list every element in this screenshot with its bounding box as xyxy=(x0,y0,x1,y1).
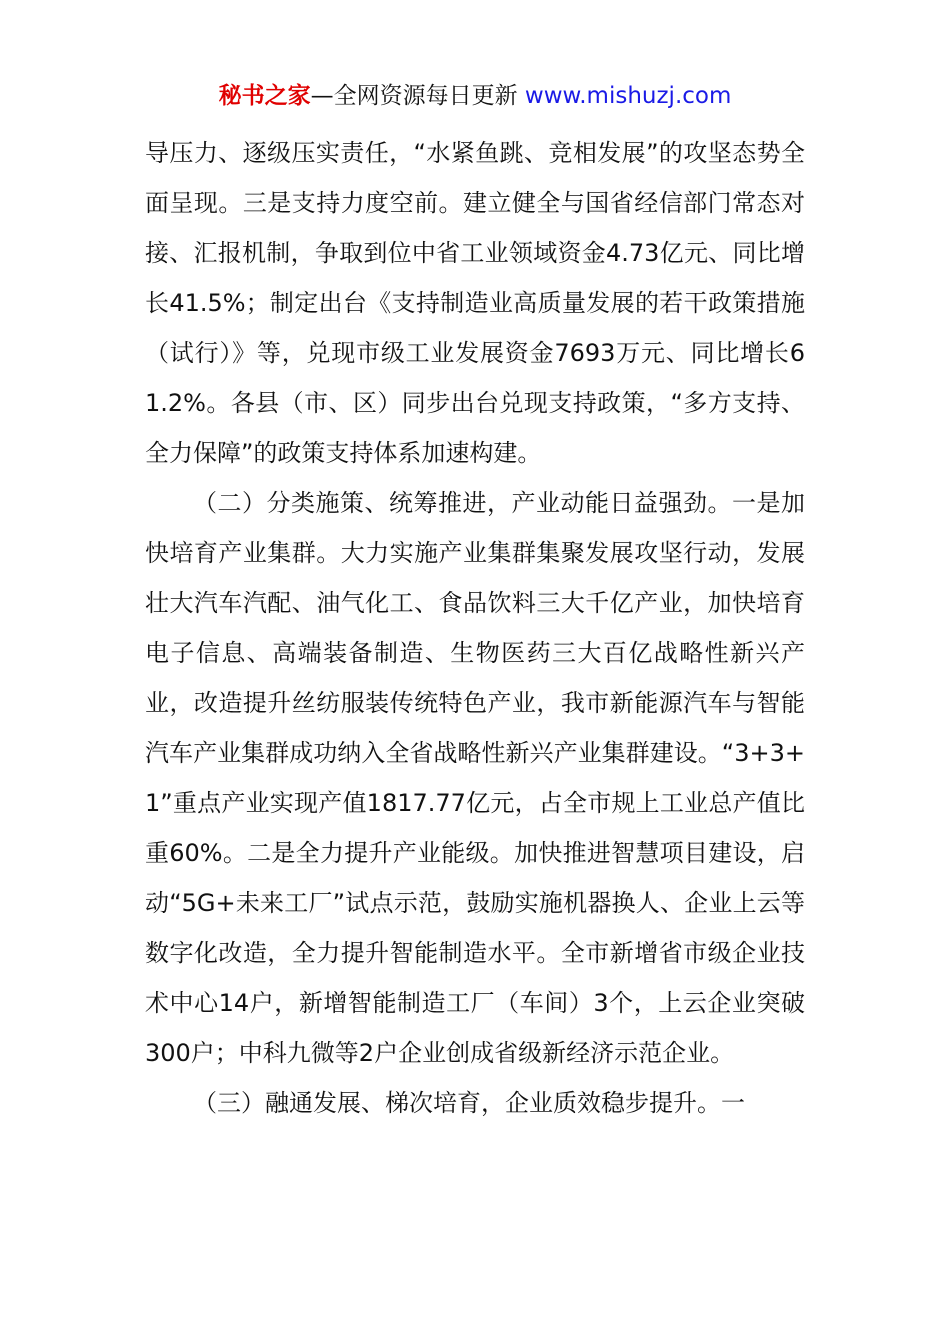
site-url-link[interactable]: www.mishuzj.com xyxy=(524,83,732,109)
document-body xyxy=(145,128,805,1128)
site-brand: 秘书之家 xyxy=(218,83,311,109)
site-header xyxy=(0,80,950,112)
paragraph-continued: 导压力、逐级压实责任，“水紧鱼跳、竞相发展”的攻坚态势全面呈现。三是支持力度空前。建立健全与国省经信部门常态对接、汇报机制，争取到位中省工业领域资金4.73亿元、同比增长41.5%；制定出台《支持制造业高质量发展的若干政策措施（试行）》等，兑现市级工业发展资金7693万元、同比增长61.2%。各县（市、区）同步出台兑现支持政策，“多方支持、全力保障”的政策支持体系加速构建。 xyxy=(145,139,805,467)
site-tagline: —全网资源每日更新 xyxy=(310,83,518,109)
paragraph-section-3: （三）融通发展、梯次培育，企业质效稳步提升。一 xyxy=(193,1089,745,1117)
paragraph-section-2: （二）分类施策、统筹推进，产业动能日益强劲。一是加快培育产业集群。大力实施产业集群集聚发展攻坚行动，发展壮大汽车汽配、油气化工、食品饮料三大千亿产业，加快培育电子信息、高端装备制造、生物医药三大百亿战略性新兴产业，改造提升丝纺服装传统特色产业，我市新能源汽车与智能汽车产业集群成功纳入全省战略性新兴产业集群建设。“3+3+1”重点产业实现产值1817.77亿元，占全市规上工业总产值比重60%。二是全力提升产业能级。加快推进智慧项目建设，启动“5G+未来工厂”试点示范，鼓励实施机器换人、企业上云等数字化改造，全力提升智能制造水平。全市新增省市级企业技术中心14户，新增智能制造工厂（车间）3个，上云企业突破300户；中科九微等2户企业创成省级新经济示范企业。 xyxy=(145,489,805,1067)
